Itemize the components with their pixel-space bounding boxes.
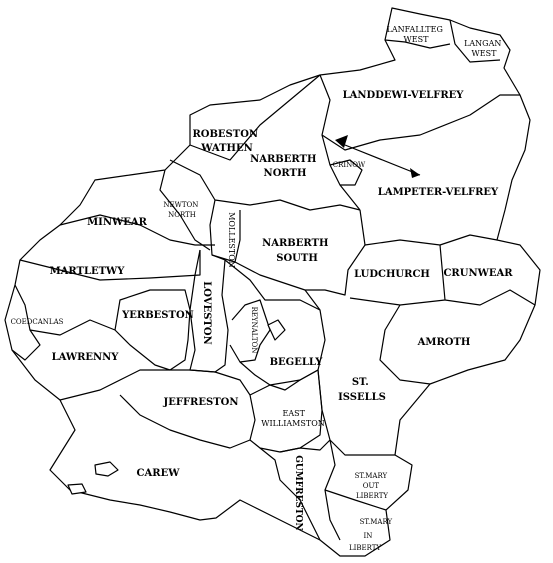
label-st-mary-in-liberty: ST.MARY IN LIBERTY: [348, 518, 393, 552]
label-martletwy: MARTLETWY: [49, 266, 125, 277]
label-amroth: AMROTH: [417, 337, 471, 348]
label-jeffreston: JEFFRESTON: [163, 397, 239, 408]
label-reynalton: REYNALTON: [250, 306, 258, 354]
label-lanfallteg-west: LANFALLTEG WEST: [386, 25, 443, 44]
label-gumfreston: GUMFRESTON: [293, 455, 303, 531]
label-begelly: BEGELLY: [269, 357, 323, 368]
label-lampeter-velfrey: LAMPETER-VELFREY: [377, 187, 499, 198]
label-narberth-south: NARBERTH SOUTH: [262, 238, 329, 264]
label-crunwear: CRUNWEAR: [443, 268, 513, 279]
label-ludchurch: LUDCHURCH: [354, 269, 430, 280]
label-loveston: LOVESTON: [201, 281, 212, 345]
label-minwear: MINWEAR: [87, 217, 147, 228]
label-carew: CAREW: [136, 468, 180, 479]
label-langan-west: LANGAN WEST: [464, 39, 502, 58]
label-narberth-north: NARBERTH NORTH: [250, 154, 317, 179]
label-lawrenny: LAWRENNY: [51, 352, 119, 363]
label-st-issells: ST. ISSELLS: [338, 377, 386, 403]
label-landdewi-velfrey: LANDDEWI-VELFREY: [342, 90, 464, 101]
label-robeston-wathen: ROBESTON WATHEN: [192, 129, 259, 154]
label-coedcanlas: COEDCANLAS: [10, 318, 64, 326]
label-crinow: CRINOW: [332, 161, 366, 169]
label-newton-north: NEWTON NORTH: [163, 201, 199, 219]
label-yerbeston: YERBESTON: [122, 310, 194, 321]
label-east-williamston: EAST WILLIAMSTON: [261, 409, 325, 428]
carew-inlet-2: [68, 484, 86, 494]
label-st-mary-out-liberty: ST.MARY OUT LIBERTY: [354, 472, 389, 500]
label-molleston: MOLLESTON: [227, 212, 236, 268]
